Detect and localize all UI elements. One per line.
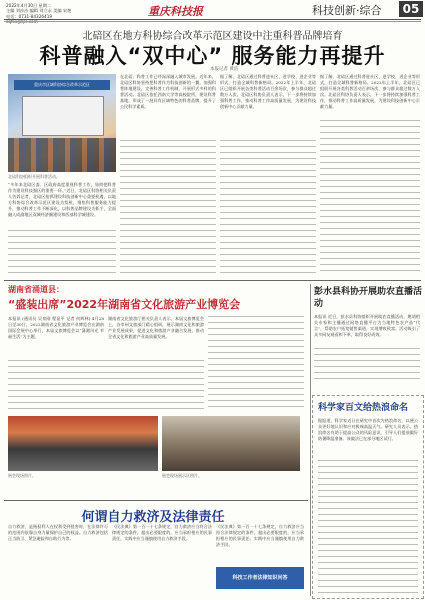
- mid-story-body1: 本报讯 (通讯员 吴泉刚 程显平 记者 何辉林) 4月28日至30日，2022湖南省文化旅游产业博览会在湖南国际会展中心举行，本届文旅博览会以“潇湘风光 幸福生活”为主题。: [8, 316, 104, 339]
- top-story-photo: [8, 74, 116, 172]
- newspaper-logo: 重庆科技报: [148, 5, 203, 18]
- text-lines: [208, 316, 304, 412]
- text-lines: [8, 360, 204, 412]
- text-lines: [320, 120, 420, 274]
- top-photo-caption: 北碚科协组织开展科普活动。: [8, 174, 60, 179]
- expo-photo-right: [162, 416, 300, 471]
- editor-line: 主编 刘沙沙 编辑 刘立永 美编 宋艳: [6, 8, 72, 14]
- top-story-kicker: 北碚区在地方科协综合改革示范区建设中注重科普品牌培育: [82, 31, 343, 42]
- text-lines: [120, 140, 216, 274]
- sidebar-story1-headline: 彭水县科协开展助农直播活动: [314, 287, 423, 309]
- phone-line: 电话：0731-84326419: [6, 13, 53, 19]
- top-story-col2: 在北碚，科普工作已经深深融入城市发展。近年来，北碚区科协坚持把科普作为科技创新的一翼，加强科普阵地建设，完善科普工作机制，开展形式多样的科普活动。北碚区依托西南大学等高校院所，建设科普基地，形成了一批具有区域特色的科普品牌，提升了公民科学素质。: [120, 74, 216, 109]
- section-divider: [4, 500, 308, 501]
- section-divider: [4, 280, 421, 281]
- header-divider-thin: [4, 21, 421, 22]
- text-lines: [318, 460, 418, 594]
- expo-caption-right: 展会现场展示区图片。: [162, 473, 202, 478]
- column-divider: [310, 284, 311, 596]
- top-story-col1: “多年来北碚区委、区政府高度重视科普工作，始终把科普作为建设科技强区的重要一环。”近日，北碚区科协相关负责人告诉记者，北碚区抢抓建设科技创新中心重要机遇，以地方科协综合改革示范区建设为契机，聚焦科普服务能力提升，推动科普工作不断深化，以科普品牌建设为抓手，全面融入成渝地区双城经济圈建设和西部科学城建设。: [8, 182, 116, 217]
- header-divider: [4, 19, 421, 20]
- bottom-story-body3: 《民法典》第一百一十七条规定，自力救济应当符合法律规定的条件，超出必要限度的，应当承担相应的民事责任。实践中应当谨慎使用自力救济手段。: [216, 524, 304, 547]
- date-line: 2022年4月30日 星期二: [6, 3, 52, 8]
- text-lines: [220, 140, 316, 274]
- mid-story-headline: “盛装出席”2022年湖南省文化旅游产业博览会: [8, 298, 241, 311]
- mid-story-kicker: 湖南省涌道县：: [8, 285, 64, 294]
- bottom-story-body2: 《民法典》第一百一十七条规定，自力救济应当符合法律规定的条件，超出必要限度的，应当承担相应的民事责任。实践中应当谨慎使用自力救济手段。: [112, 524, 212, 541]
- page-number: 05: [399, 1, 423, 17]
- sidebar-story2-body: 据报道，科学家近日在研究中首次为热浪命名，以便公众更好地认识和应对极端高温天气。研究人员表示，热浪命名有助于提高公众的风险意识，引导人们提前做好防暑降温准备。该做法已在部分地区试行。: [318, 418, 418, 441]
- bottom-story-headline: 何谓自力救济及法律责任: [81, 510, 225, 525]
- qa-badge: 科技工作者法律知识问答: [216, 567, 304, 589]
- bottom-story-body1: 自力救济，是指权利人在权利受到侵害时，在法律许可的范围内依靠自身力量保护自己的权益。自力救济包括正当防卫、紧急避险和自助行为等。: [8, 524, 108, 541]
- mid-story-body2: 湖南省文化旅游厅相关负责人表示，本届文旅博览会上，各市州文旅部门精心组织，展示湖南文化和旅游产业发展成果，促进文化和旅游产业融合发展，推动全省文化和旅游产业高质量发展。: [108, 316, 204, 339]
- expo-caption-left: 展会现场图片。: [8, 473, 36, 478]
- photo-board: [22, 96, 104, 136]
- sidebar-story1-body: 本报讯 近日，彭水县科协组织开展助农直播活动，邀请相关专家和主播通过网络直播平台为当地特色农产品“代言”，帮助农户拓宽销售渠道，实现增收致富。活动吸引了众多网友观看和下单，取得良好成效。: [314, 314, 420, 337]
- photo-people: [8, 138, 116, 172]
- text-lines: [314, 348, 420, 380]
- top-story-col3: 据了解，北碚区通过科普进社区、进学校、进企业等形式，打造全域科普新格局。2022年上半年，北碚区已组织开展各类科普活动百余场次，参与群众超过数万人次。北碚区科协负责人表示，下一步将持续加强科普工作，推动科普工作高质量发展，为建设科技创新中心贡献力量。: [220, 74, 316, 109]
- section-title: 科技创新·综合: [312, 4, 382, 17]
- top-story-byline: 本报记者 黄洁: [210, 67, 239, 72]
- sidebar-story2-headline: 科学家百文给热浪命名: [318, 403, 409, 413]
- top-story-headline: 科普融入“双中心” 服务能力再提升: [39, 44, 386, 68]
- top-story-col4: 据了解，北碚区通过科普进社区、进学校、进企业等形式，打造全域科普新格局。2022年上半年，北碚区已组织开展各类科普活动百余场次，参与群众超过数万人次。北碚区科协负责人表示，下一步将持续加强科普工作，推动科普工作高质量发展，为建设科技创新中心贡献力量。: [320, 74, 420, 109]
- text-lines: [8, 230, 116, 274]
- photo-banner: 重庆市区域科协综合改革示范区: [14, 80, 110, 90]
- expo-photo-left: [8, 416, 158, 471]
